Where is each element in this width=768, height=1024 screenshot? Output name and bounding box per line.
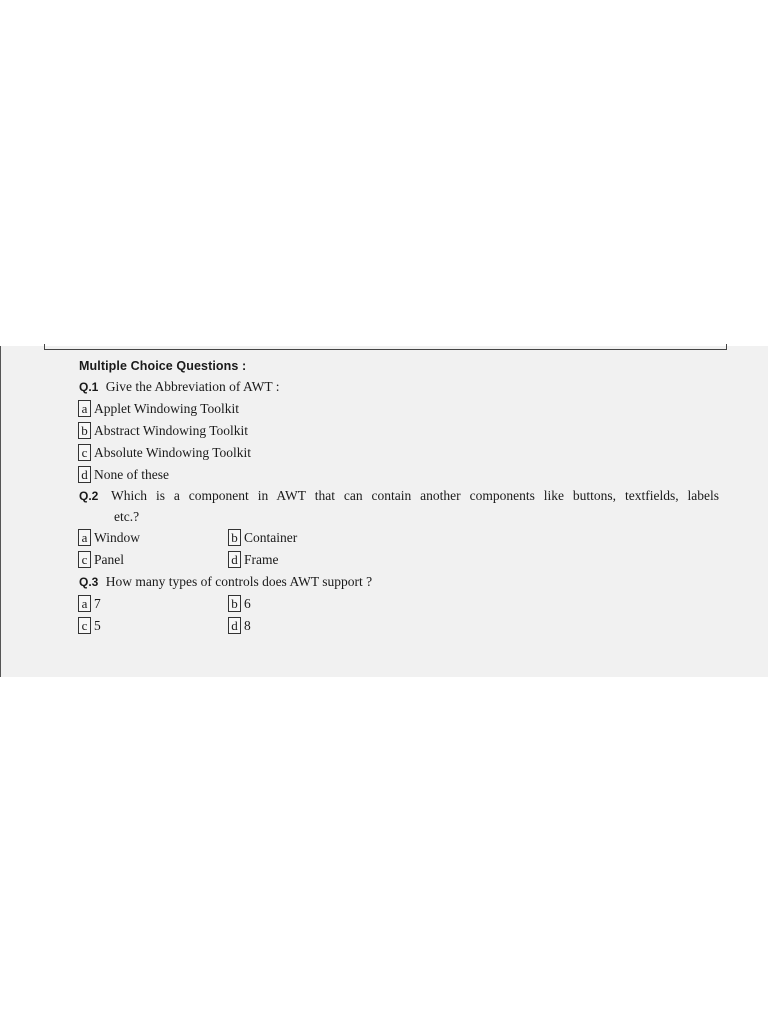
q2-option-a[interactable] [78,529,140,546]
q1-option-c[interactable] [78,444,251,461]
option-letter-box: c [78,551,91,568]
q1-option-b[interactable] [78,422,248,439]
q3-option-b[interactable] [228,595,251,612]
rule-right-tick [726,344,727,350]
q2-option-b[interactable] [228,529,297,546]
q3-option-c[interactable] [78,617,101,634]
q2-option-c[interactable] [78,551,124,568]
option-text: Abstract Windowing Toolkit [94,422,249,438]
q1-option-a[interactable] [78,400,239,417]
question-2-text-continued: etc.? [114,509,140,524]
rule-left-tick [44,344,45,350]
option-text: 7 [94,595,101,611]
option-letter-box: a [78,529,91,546]
question-1-number: Q.1 [79,380,99,394]
q3-option-a[interactable] [78,595,101,612]
option-letter-box: b [228,595,241,612]
option-letter-box: a [78,400,91,417]
section-heading: Multiple Choice Questions : [79,359,247,373]
option-letter-box: d [78,466,91,483]
option-text: Panel [94,551,124,567]
question-2 [79,488,719,504]
q2-option-d[interactable] [228,551,279,568]
question-3 [79,574,372,590]
option-text: None of these [94,466,169,482]
page-top-rule [44,349,727,350]
question-2-number: Q.2 [79,489,99,503]
page-left-border [0,346,1,677]
option-text: Frame [244,551,279,567]
option-letter-box: d [228,551,241,568]
option-letter-box: b [78,422,91,439]
question-3-number: Q.3 [79,575,99,589]
option-letter-box: b [228,529,241,546]
q1-option-d[interactable] [78,466,169,483]
option-text: Window [94,529,140,545]
option-letter-box: a [78,595,91,612]
option-text: Applet Windowing Toolkit [94,400,240,416]
option-text: Container [244,529,298,545]
option-letter-box: d [228,617,241,634]
option-text: Absolute Windowing Toolkit [94,444,252,460]
option-letter-box: c [78,444,91,461]
option-text: 6 [244,595,251,611]
option-text: 8 [244,617,251,633]
question-1 [79,379,279,395]
q3-option-d[interactable] [228,617,251,634]
option-letter-box: c [78,617,91,634]
question-2-text: Which is a component in AWT that can contain another components like buttons, textfields, labels [111,488,719,503]
option-text: 5 [94,617,101,633]
question-3-text: How many types of controls does AWT support ? [105,574,373,589]
question-1-text: Give the Abbreviation of AWT : [105,379,280,394]
